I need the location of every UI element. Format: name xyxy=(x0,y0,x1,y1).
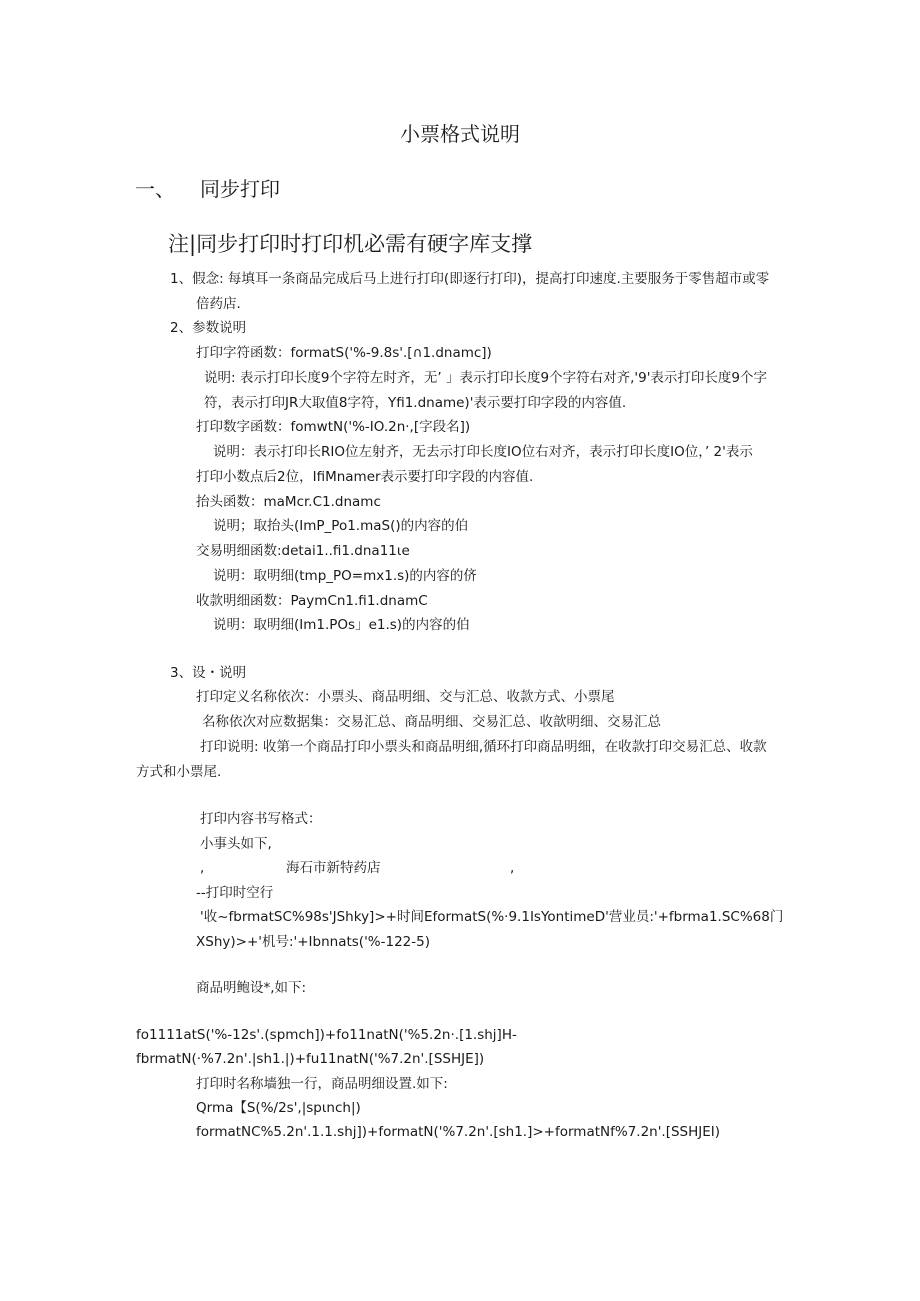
text-line: --打印时空行 xyxy=(196,885,274,901)
section-number: 一、 xyxy=(135,177,175,201)
text-line: 海石市新特药店 xyxy=(286,860,381,876)
text-line: 打印时名称墙独一行，商品明细设置.如下: xyxy=(196,1076,448,1092)
text-line: 打印字符函数：formatS('%-9.8s'.[∩1.dnamc]) xyxy=(196,345,492,361)
text-line: 收款明细函数：PaymCn1.fi1.dnamC xyxy=(196,593,428,609)
document-title: 小票格式说明 xyxy=(400,122,520,146)
text-line: 说明：取明细(Im1.POs」e1.s)的内容的伯 xyxy=(213,617,470,633)
text-line: 1、假念: 每填耳一条商品完成后马上进行打印(即逐行打印)，提高打印速度.主要服务于零售超市或零 xyxy=(170,271,770,287)
text-line: fbrmatN(·%7.2n'.|sh1.|)+fu11natN('%7.2n'.[SSHJE]) xyxy=(136,1051,485,1067)
text-line: Qrma【S(%/2s',|spιnch|) xyxy=(196,1100,361,1116)
text-line: 打印数字函数：fomwtN('%-IO.2n·,[字段名]) xyxy=(196,419,471,435)
text-line: 说明: 表示打印长度9个字符左时齐，无’ 」表示打印长度9个字符右对齐,'9'表示打印长度9个字 xyxy=(204,370,767,386)
text-line: , xyxy=(200,860,205,876)
text-line: 方式和小票尾. xyxy=(136,764,222,780)
text-line: 说明；取抬头(ImP_Po1.maS()的内容的伯 xyxy=(213,518,469,534)
section-heading: 同步打印 xyxy=(200,177,280,201)
text-line: , xyxy=(510,860,515,876)
text-line: 打印说明: 收第一个商品打印小票头和商品明细,循环打印商品明细，在收款打印交易汇总、收款 xyxy=(200,739,767,755)
text-line: 抬头函数：maMcr.C1.dnamc xyxy=(196,494,381,510)
text-line: 3、设・说明 xyxy=(170,665,247,681)
text-line: 小事头如下, xyxy=(200,836,272,852)
text-line: formatNC%5.2n'.1.1.shj])+formatN('%7.2n'.[sh1.]>+formatNf%7.2n'.[SSHJEI) xyxy=(196,1124,721,1140)
text-line: 名称依次对应数据集：交易汇总、商品明细、交易汇总、收歆明细、交易汇总 xyxy=(202,714,661,730)
text-line: 打印内容书写格式： xyxy=(200,811,322,827)
text-line: 符，表示打印JR大取值8字符，Yfi1.dname)'表示要打印字段的内容值. xyxy=(204,395,627,411)
text-line: XShy)>+'机号:'+Ibnnats('%-122-5) xyxy=(196,934,430,950)
text-line: 打印小数点后2位，IfiMnamer表示要打印字段的内容值. xyxy=(196,469,534,485)
text-line: 2、参数说明 xyxy=(170,320,247,336)
text-line: 打印定义名称依次：小票头、商品明细、交与汇总、收款方式、小票尾 xyxy=(196,689,615,705)
text-line: 交易明细函数:detai1..fi1.dna11ιe xyxy=(196,543,410,559)
text-line: '收~fbrmatSC%98s'JShky]>+时间EformatS(%·9.1IsYontimeD'营业员:'+fbrma1.SC%68门 xyxy=(200,909,784,925)
note-heading: 注|同步打印时打印机必需有硬字库支撑 xyxy=(168,232,533,256)
text-line: 说明：取明细(tmp_PO=mx1.s)的内容的侪 xyxy=(213,568,477,584)
text-line: 倍药店. xyxy=(196,296,241,312)
text-line: 说明：表示打印长RIO位左射齐，无去示打印长度IO位右对齐，表示打印长度IO位，’ 2'表示 xyxy=(213,444,753,460)
text-line: 商品明鲍设*,如下: xyxy=(196,980,307,996)
text-line: fo1111atS('%-12s'.(spmch])+fo11natN('%5.2n·.[1.shj]H- xyxy=(136,1027,517,1043)
